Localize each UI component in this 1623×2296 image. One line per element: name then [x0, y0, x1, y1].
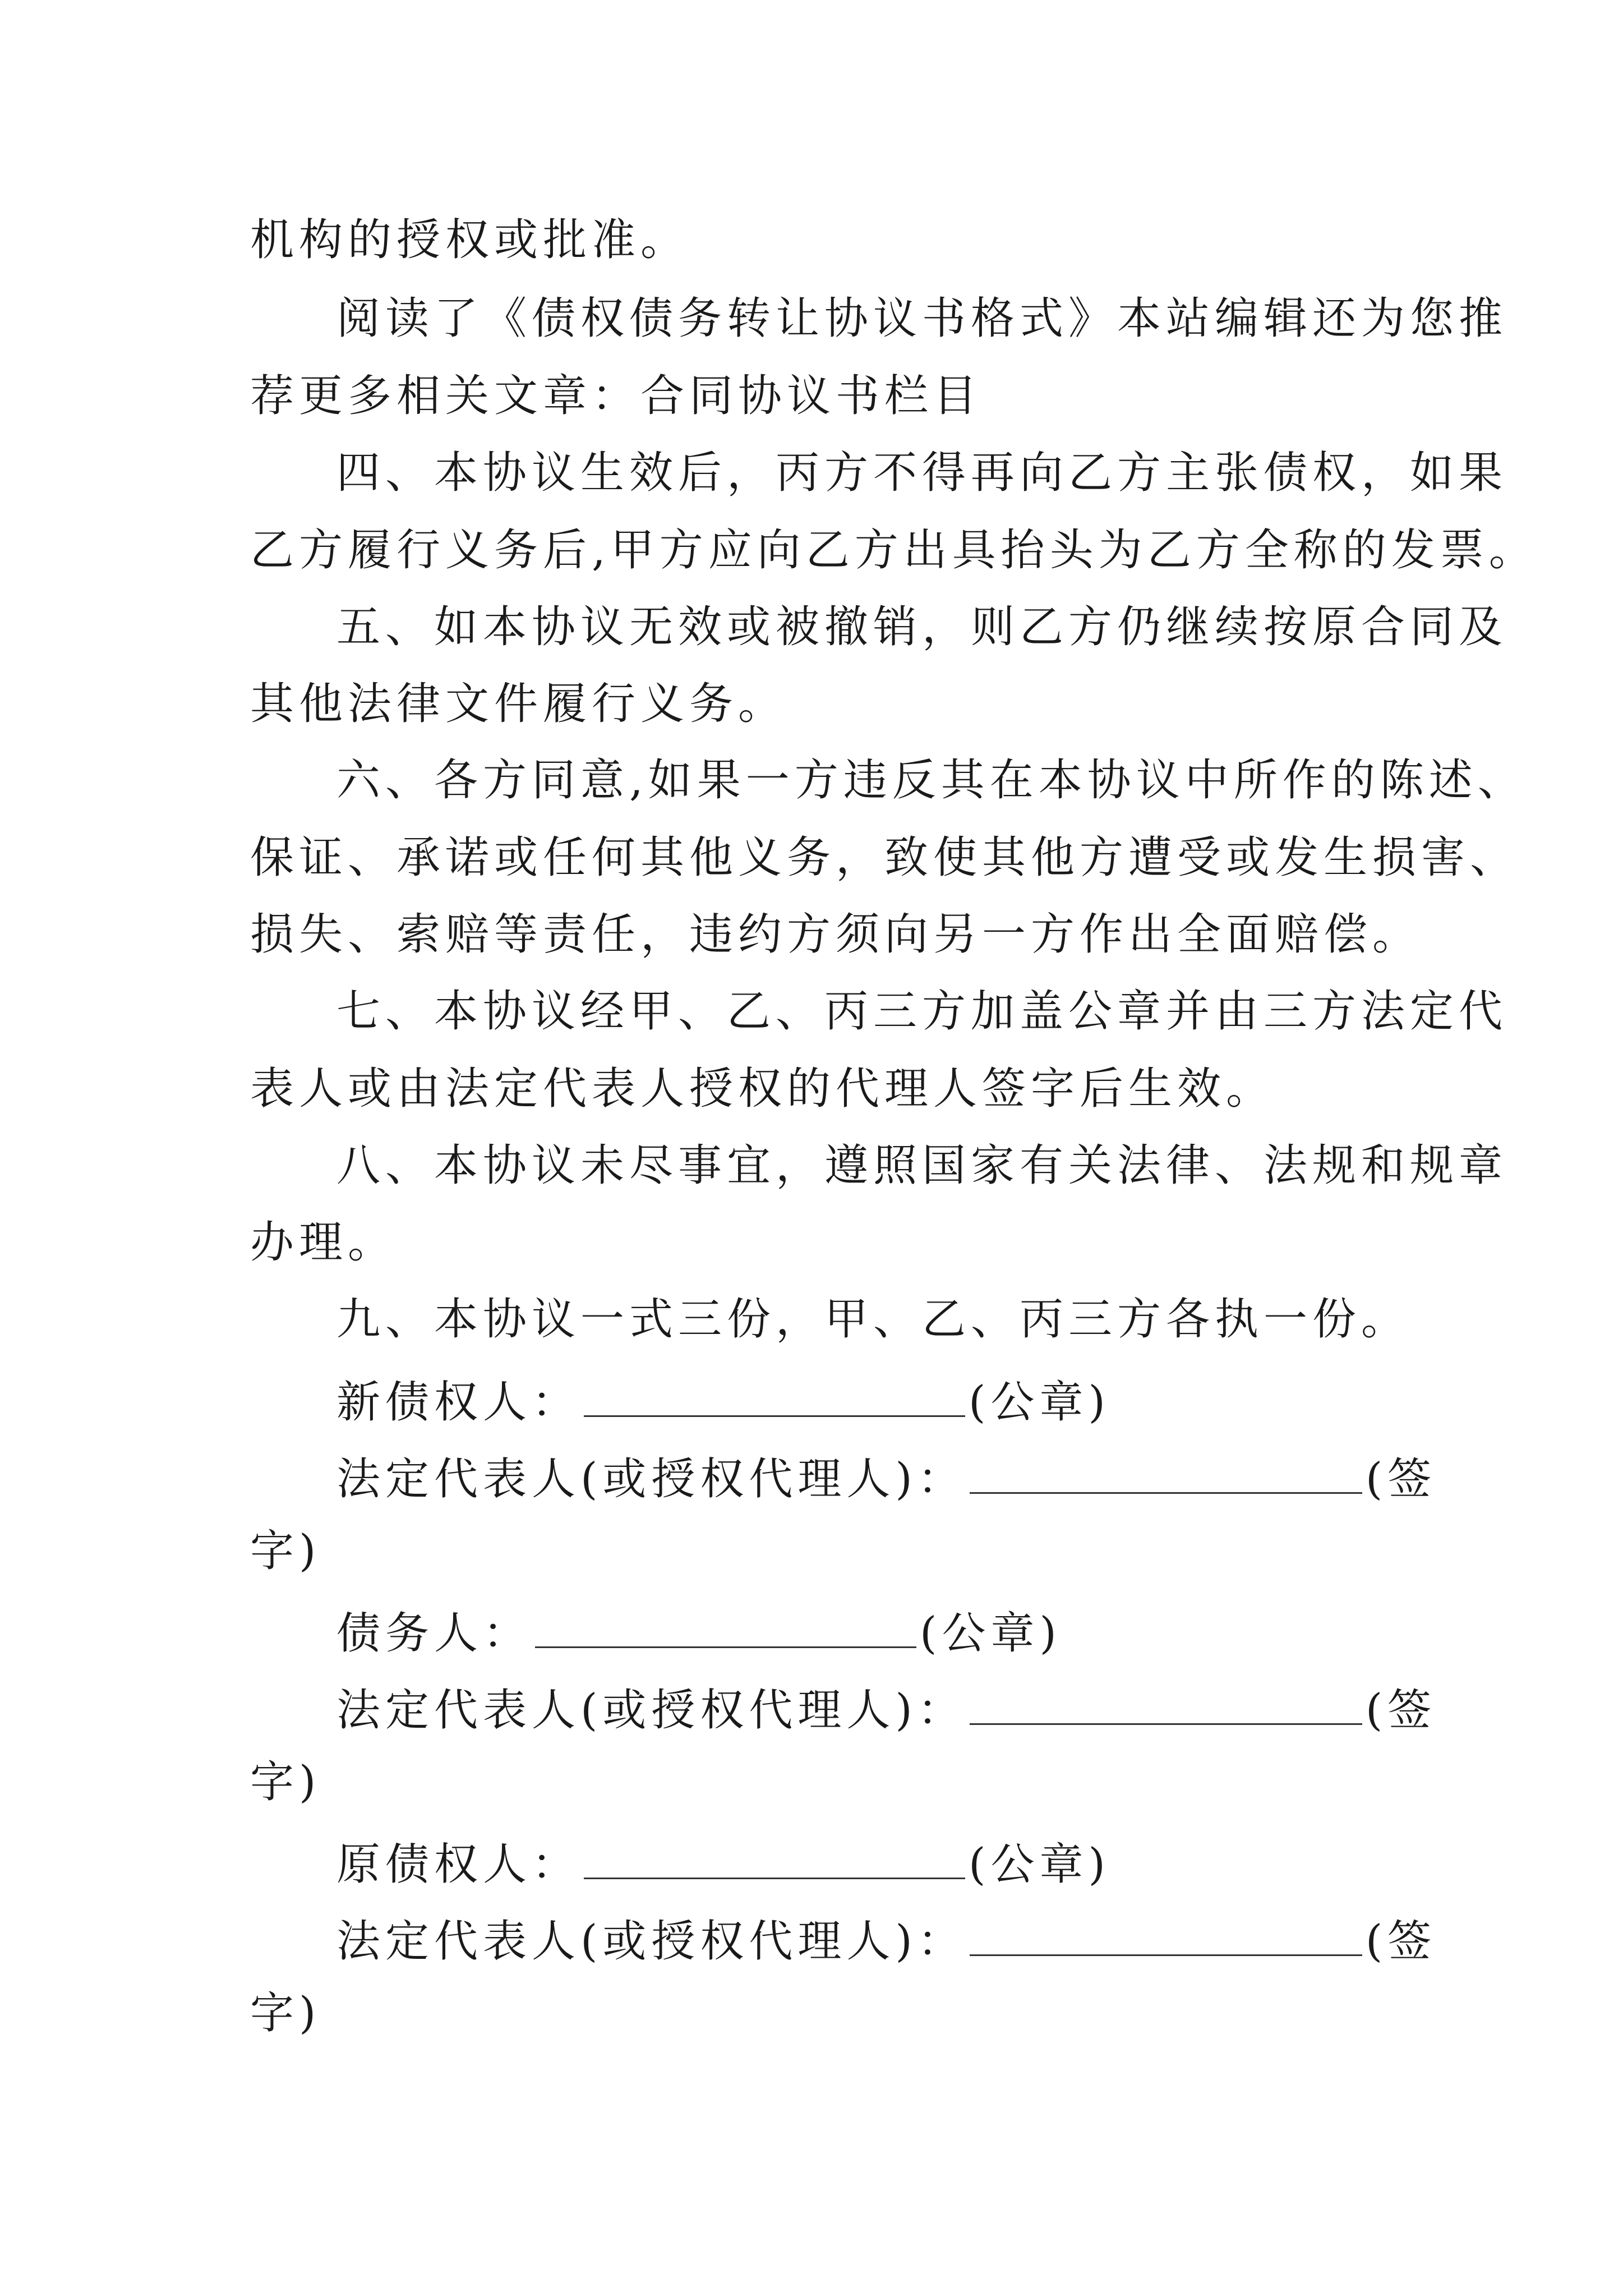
- signature-note: (签: [1365, 1454, 1437, 1504]
- signature-note-wrap: 字): [250, 1757, 321, 1807]
- seal-note: (公章): [969, 1377, 1110, 1428]
- orig-creditor-line: [0, 1833, 1623, 1892]
- legal-rep-label: 法定代表人(或授权代理人)：: [336, 1916, 966, 1967]
- signature-note-wrap: 字): [250, 1988, 321, 2039]
- new-creditor-rep-signature-field[interactable]: [970, 1447, 1362, 1494]
- orig-creditor-rep-signature-field[interactable]: [970, 1910, 1362, 1956]
- new-creditor-line: [0, 1370, 1623, 1429]
- new-creditor-rep-line: [0, 1447, 1623, 1506]
- debtor-line: [0, 1602, 1623, 1660]
- paragraph-line: 四、本协议生效后，丙方不得再向乙方主张债权，如果: [336, 448, 1508, 498]
- new-creditor-seal-field[interactable]: [584, 1370, 965, 1417]
- paragraph-line: 其他法律文件履行义务。: [250, 679, 787, 729]
- paragraph-line: 保证、承诺或任何其他义务，致使其他方遭受或发生损害、: [250, 832, 1519, 883]
- signature-note: (签: [1365, 1685, 1437, 1736]
- seal-note: (公章): [969, 1839, 1110, 1890]
- signature-note-wrap: 字): [250, 1526, 321, 1576]
- debtor-label: 债务人：: [336, 1608, 532, 1659]
- paragraph-line: 五、如本协议无效或被撤销，则乙方仍继续按原合同及: [336, 602, 1508, 652]
- paragraph-line: 荐更多相关文章：合同协议书栏目: [250, 371, 983, 421]
- orig-creditor-label: 原债权人：: [336, 1839, 581, 1890]
- seal-note: (公章): [920, 1608, 1062, 1659]
- signature-note: (签: [1365, 1916, 1437, 1967]
- paragraph-line: 阅读了《债权债务转让协议书格式》本站编辑还为您推: [336, 293, 1508, 344]
- legal-rep-label: 法定代表人(或授权代理人)：: [336, 1685, 966, 1736]
- paragraph-line: 七、本协议经甲、乙、丙三方加盖公章并由三方法定代: [336, 986, 1508, 1037]
- paragraph-line: 八、本协议未尽事宜，遵照国家有关法律、法规和规章: [336, 1140, 1508, 1191]
- paragraph-line: 表人或由法定代表人授权的代理人签字后生效。: [250, 1064, 1275, 1114]
- orig-creditor-rep-line: [0, 1910, 1623, 1968]
- new-creditor-label: 新债权人：: [336, 1377, 581, 1428]
- paragraph-line: 损失、索赔等责任，违约方须向另一方作出全面赔偿。: [250, 909, 1422, 960]
- paragraph-line: 乙方履行义务后,甲方应向乙方出具抬头为乙方全称的发票。: [250, 525, 1538, 576]
- legal-rep-label: 法定代表人(或授权代理人)：: [336, 1454, 966, 1504]
- orig-creditor-seal-field[interactable]: [584, 1833, 965, 1879]
- paragraph-line: 九、本协议一式三份，甲、乙、丙三方各执一份。: [336, 1294, 1410, 1345]
- paragraph-line: 机构的授权或批准。: [250, 215, 690, 265]
- debtor-rep-line: [0, 1678, 1623, 1737]
- debtor-rep-signature-field[interactable]: [970, 1678, 1362, 1725]
- paragraph-line: 办理。: [250, 1217, 397, 1268]
- debtor-seal-field[interactable]: [535, 1602, 916, 1648]
- paragraph-line: 六、各方同意,如果一方违反其在本协议中所作的陈述、: [336, 755, 1527, 806]
